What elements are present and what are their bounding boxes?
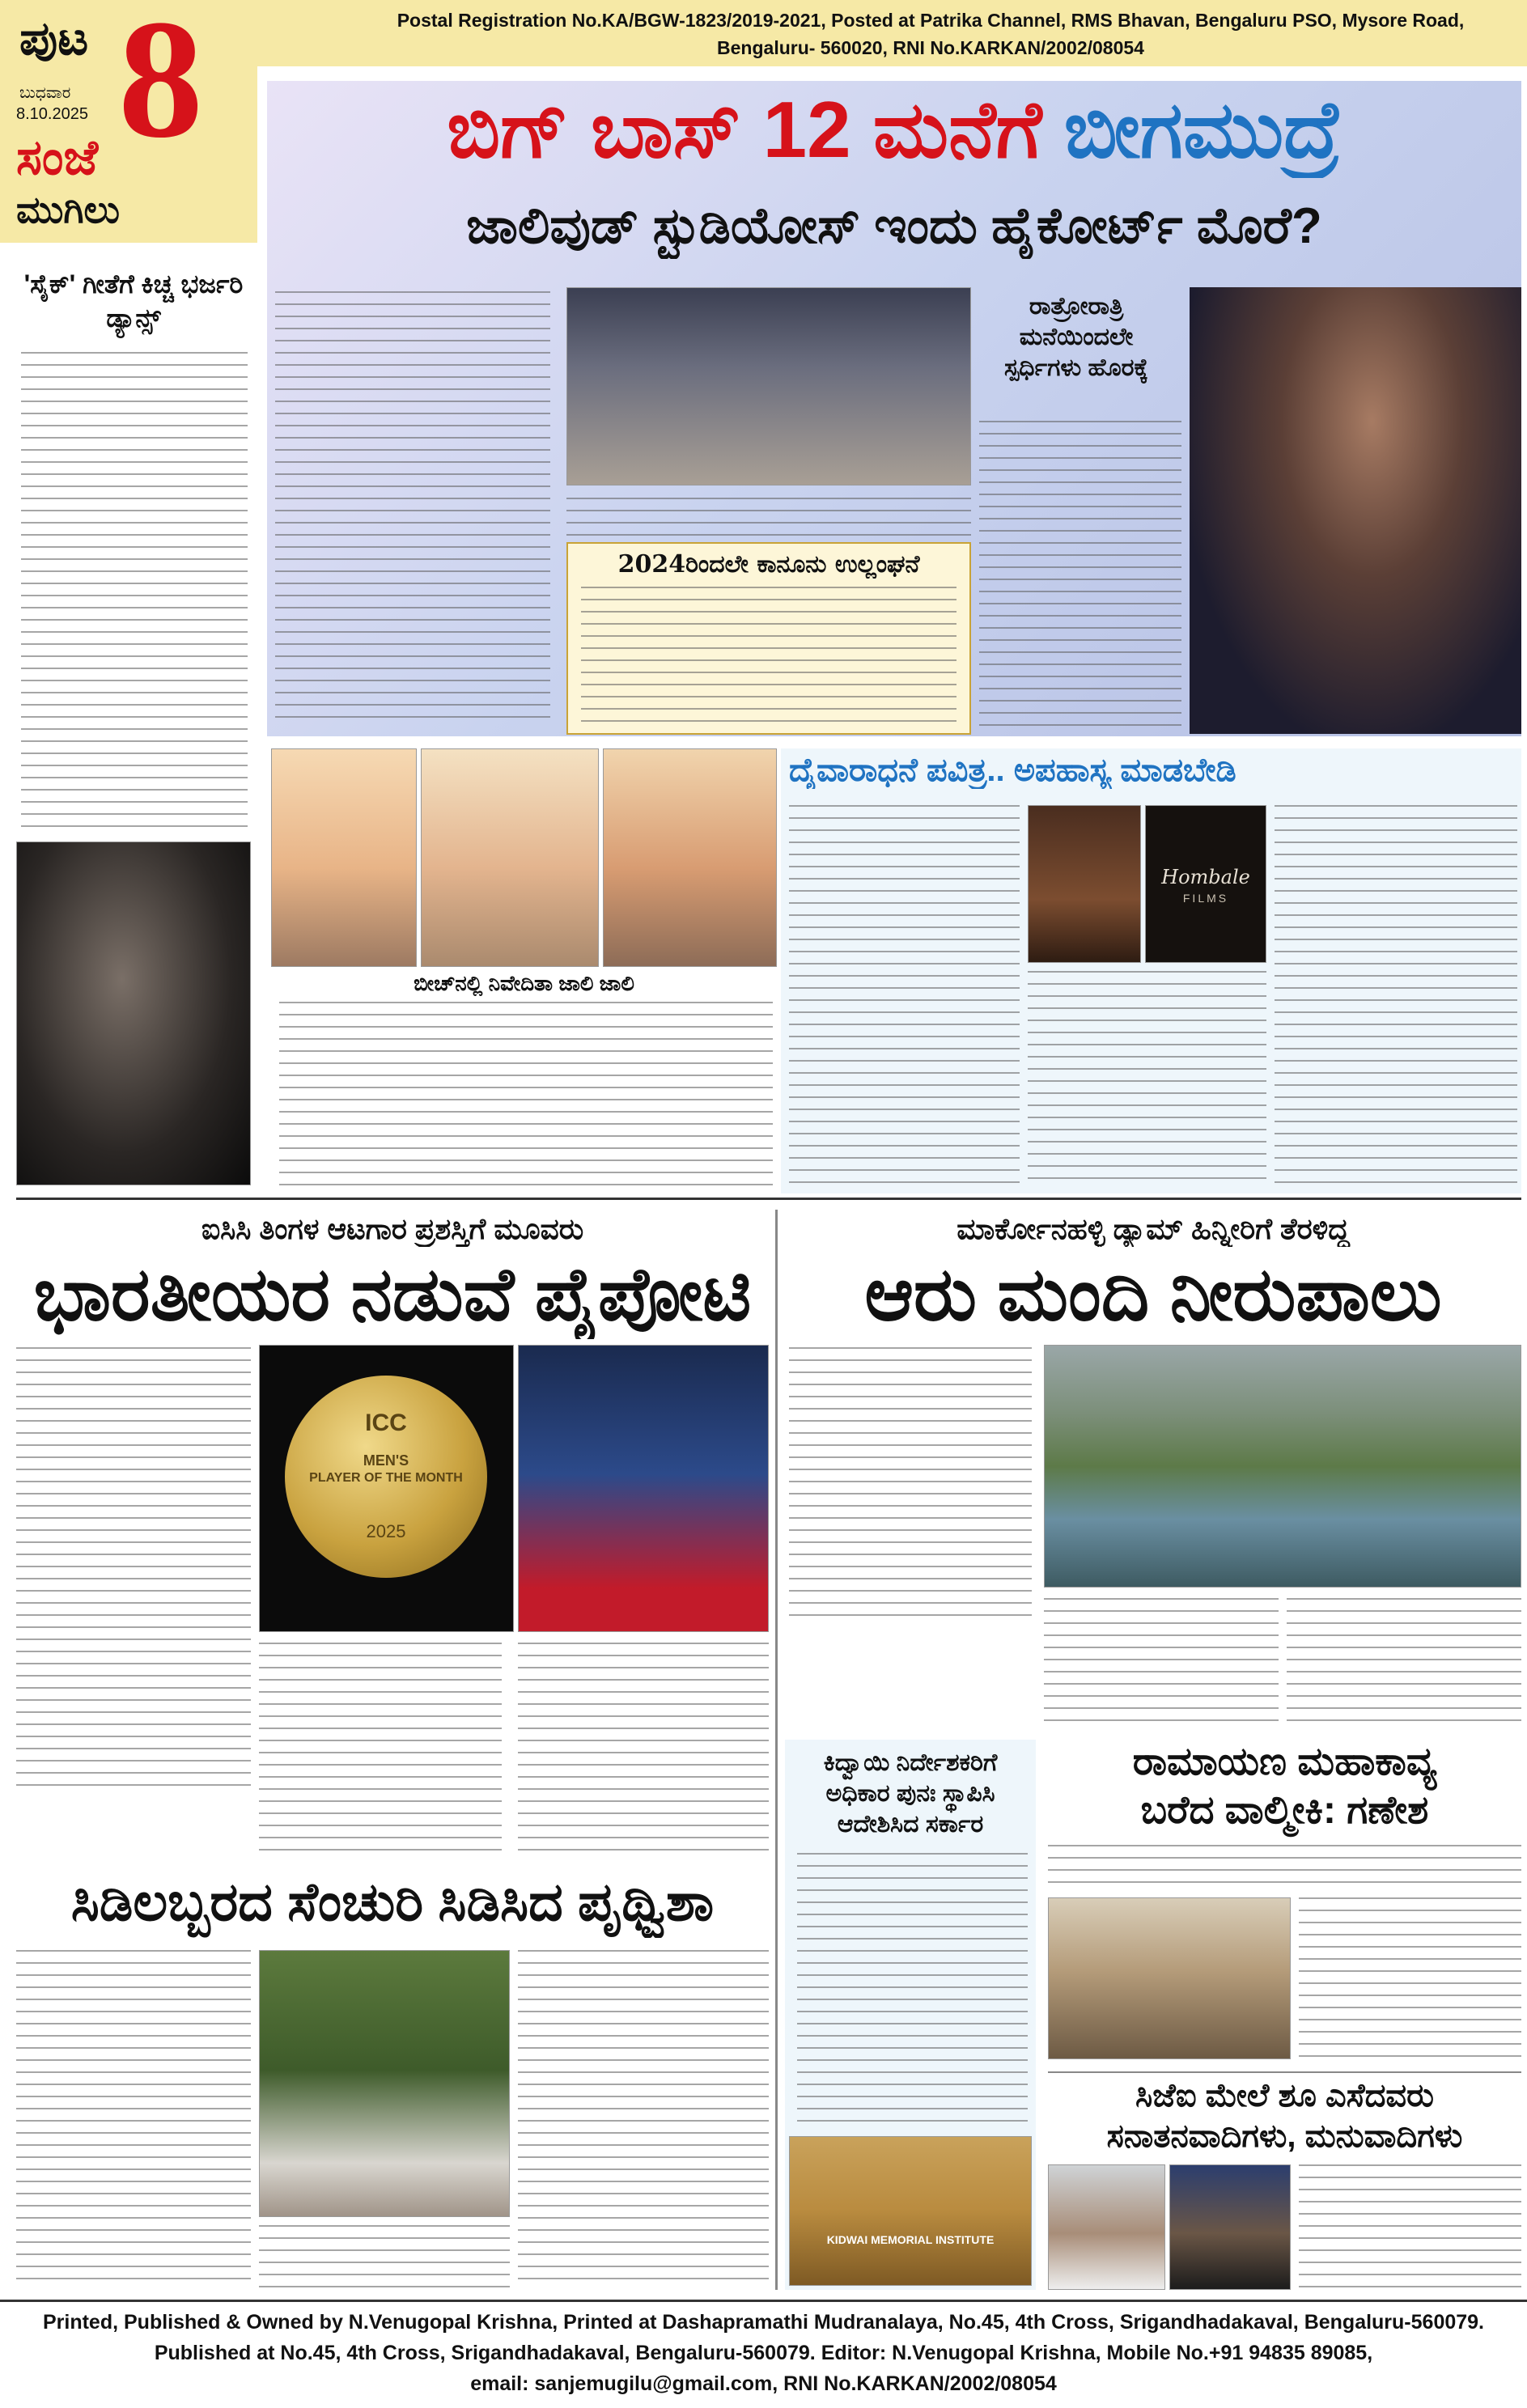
lead-body-col2 [566, 498, 971, 538]
lead-host-photo [1190, 287, 1521, 734]
cji-headline-line2: ಸನಾತನವಾದಿಗಳು, ಮನುವಾದಿಗಳು [1106, 2118, 1463, 2154]
devotion-headline: ದೈವಾರಾಧನೆ ಪವಿತ್ರ.. ಅಪಹಾಸ್ಯ ಮಾಡಬೇಡಿ [789, 752, 1236, 788]
footer-divider [0, 2300, 1527, 2302]
devotion-body-col2 [1028, 971, 1266, 1185]
century-headline: ಸಿಡಿಲಬ್ಬರದ ಸೆಂಚುರಿ ಸಿಡಿಸಿದ ಪೃಥ್ವಿಶಾ [70, 1872, 715, 1931]
icc-headline: ಭಾರತೀಯರ ನಡುವೆ ಪೈಪೋಟಿ [33, 1253, 752, 1336]
left-story-body [21, 352, 248, 833]
left-story-dance-photo [16, 842, 251, 1185]
lead-inset-title: 2024ರಿಂದಲೇ ಕಾನೂನು ಉಲ್ಲಂಘನೆ [617, 550, 920, 579]
ramayana-body-top [1048, 1845, 1521, 1889]
ramayana-event-photo [1048, 1897, 1291, 2059]
devotion-logo-text: Hombale [1161, 866, 1250, 888]
beach-photo-2 [421, 748, 599, 967]
ramayana-headline-line1: ರಾಮಾಯಣ ಮಹಾಕಾವ್ಯ [1132, 1740, 1437, 1783]
century-body-col1 [16, 1950, 251, 2290]
century-body-col2 [259, 2225, 510, 2290]
left-story-headline: 'ಸೈಕ್' ಗೀತೆಗೆ ಕಿಚ್ಚ ಭರ್ಜರಿ ಡ್ಯಾನ್ಸ್ [23, 269, 244, 333]
lead-headline [275, 81, 1513, 178]
page-number: 8 [118, 0, 203, 173]
postal-line-2: Bengaluru- 560020, RNI No.KARKAN/2002/08054 [717, 37, 1144, 58]
cji-body [1299, 2164, 1521, 2290]
footer-line-3: email: sanjemugilu@gmail.com, RNI No.KARKAN/2002/08054 [470, 2372, 1057, 2395]
weekday: ಬುಧವಾರ [19, 84, 71, 102]
page-label: ಪುಟ [19, 12, 89, 65]
lead-body-col1 [275, 291, 550, 728]
footer-line-1: Printed, Published & Owned by N.Venugopal Krishna, Printed at Dashapramathi Mudranalaya, No.45, 4th Cross, Srigandhadakaval, Bengaluru-560079. [42, 2311, 1485, 2334]
dam-water-photo [1044, 1345, 1521, 1588]
section-divider [16, 1198, 1521, 1200]
icc-body-col1 [16, 1347, 251, 1792]
ramayana-headline-line2: ಬರೆದ ವಾಲ್ಮೀಕಿ: ಗಣೇಶ [1140, 1789, 1429, 1832]
lead-police-photo [566, 287, 971, 485]
beach-caption-title: ಬೀಚ್‌ನಲ್ಲಿ ನಿವೇದಿತಾ ಜಾಲಿ ಜಾಲಿ [414, 971, 634, 995]
icc-badge-year: 2025 [366, 1521, 406, 1541]
lead-headline-part1: ಬಿಗ್ ಬಾಸ್ 12 ಮನೆಗೆ [447, 85, 1042, 174]
dam-body-col1 [789, 1347, 1032, 1626]
lead-subheadline: ಜಾಲಿವುಡ್ ಸ್ಟುಡಿಯೋಸ್ ಇಂದು ಹೈಕೋರ್ಟ್ ಮೊರೆ? [466, 198, 1322, 254]
kidwai-headline: ಕಿದ್ವಾಯಿ ನಿರ್ದೇಶಕರಿಗೆ ಅಧಿಕಾರ ಪುನಃ ಸ್ಥಾಪಿಸಿ ಆದೇಶಿಸಿದ ಸರ್ಕಾರ [823, 1749, 998, 1838]
kidwai-building-photo [789, 2136, 1032, 2286]
devotion-actor-photo [1028, 805, 1141, 963]
kidwai-sign-text: KIDWAI MEMORIAL INSTITUTE [826, 2233, 995, 2246]
kidwai-body [797, 1853, 1028, 2128]
icc-badge-line2: PLAYER OF THE MONTH [309, 1471, 463, 1485]
icc-body-col2 [259, 1643, 502, 1857]
dam-body-col2 [1044, 1598, 1279, 1728]
devotion-body-col3 [1275, 805, 1517, 1185]
dam-kicker: ಮಾರ್ಕೋನಹಳ್ಳಿ ಡ್ಯಾಮ್ ಹಿನ್ನೀರಿಗೆ ತೆರಳಿದ್ದ [956, 1212, 1350, 1245]
beach-caption-body [279, 1002, 773, 1188]
lead-headline-part2: ಬೀಗಮುದ್ರೆ [1063, 85, 1342, 174]
devotion-body-col1 [789, 805, 1020, 1185]
center-divider [775, 1210, 778, 2290]
lead-side-title: ರಾತ್ರೋರಾತ್ರಿ ಮನೆಯಿಂದಲೇ ಸ್ಪರ್ಧಿಗಳು ಹೊರಕ್ಕೆ [1003, 293, 1149, 381]
paper-name-line2: ಮುಗಿಲು [16, 189, 120, 231]
icc-kicker: ಐಸಿಸಿ ತಿಂಗಳ ಆಟಗಾರ ಪ್ರಶಸ್ತಿಗೆ ಮೂವರು [201, 1212, 584, 1245]
icc-player-photo [518, 1345, 769, 1632]
cji-justice-photo [1169, 2164, 1291, 2290]
lead-body-col3 [979, 421, 1181, 736]
ramayana-body-col2 [1299, 1897, 1521, 2059]
beach-photo-1 [271, 748, 417, 967]
lead-inset-body [581, 587, 956, 724]
postal-line-1: Postal Registration No.KA/BGW-1823/2019-2021, Posted at Patrika Channel, RMS Bhavan, Bengaluru PSO, Mysore Road, [397, 10, 1465, 31]
beach-photo-3 [603, 748, 777, 967]
century-player-photo [259, 1950, 510, 2217]
paper-name-line1: ಸಂಜೆ [16, 130, 99, 184]
icc-badge-brand: ICC [365, 1410, 407, 1436]
dam-body-col3 [1287, 1598, 1521, 1728]
dam-headline: ಆರು ಮಂದಿ ನೀರುಪಾಲು [864, 1253, 1442, 1336]
devotion-logo-sub: FILMS [1182, 892, 1229, 905]
cji-headline-line1: ಸಿಜೆಐ ಮೇಲೆ ಶೂ ಎಸೆದವರು [1135, 2078, 1434, 2113]
footer-line-2: Published at No.45, 4th Cross, Srigandhadakaval, Bengaluru-560079. Editor: N.Venugopal Krishna, Mobile No.+91 94835 89085, [154, 2342, 1373, 2364]
issue-date: 8.10.2025 [16, 105, 88, 123]
icc-badge-line1: MEN'S [363, 1452, 409, 1469]
cji-cm-photo [1048, 2164, 1165, 2290]
icc-body-col3 [518, 1643, 769, 1857]
century-body-col3 [518, 1950, 769, 2290]
cji-divider [1048, 2071, 1521, 2073]
